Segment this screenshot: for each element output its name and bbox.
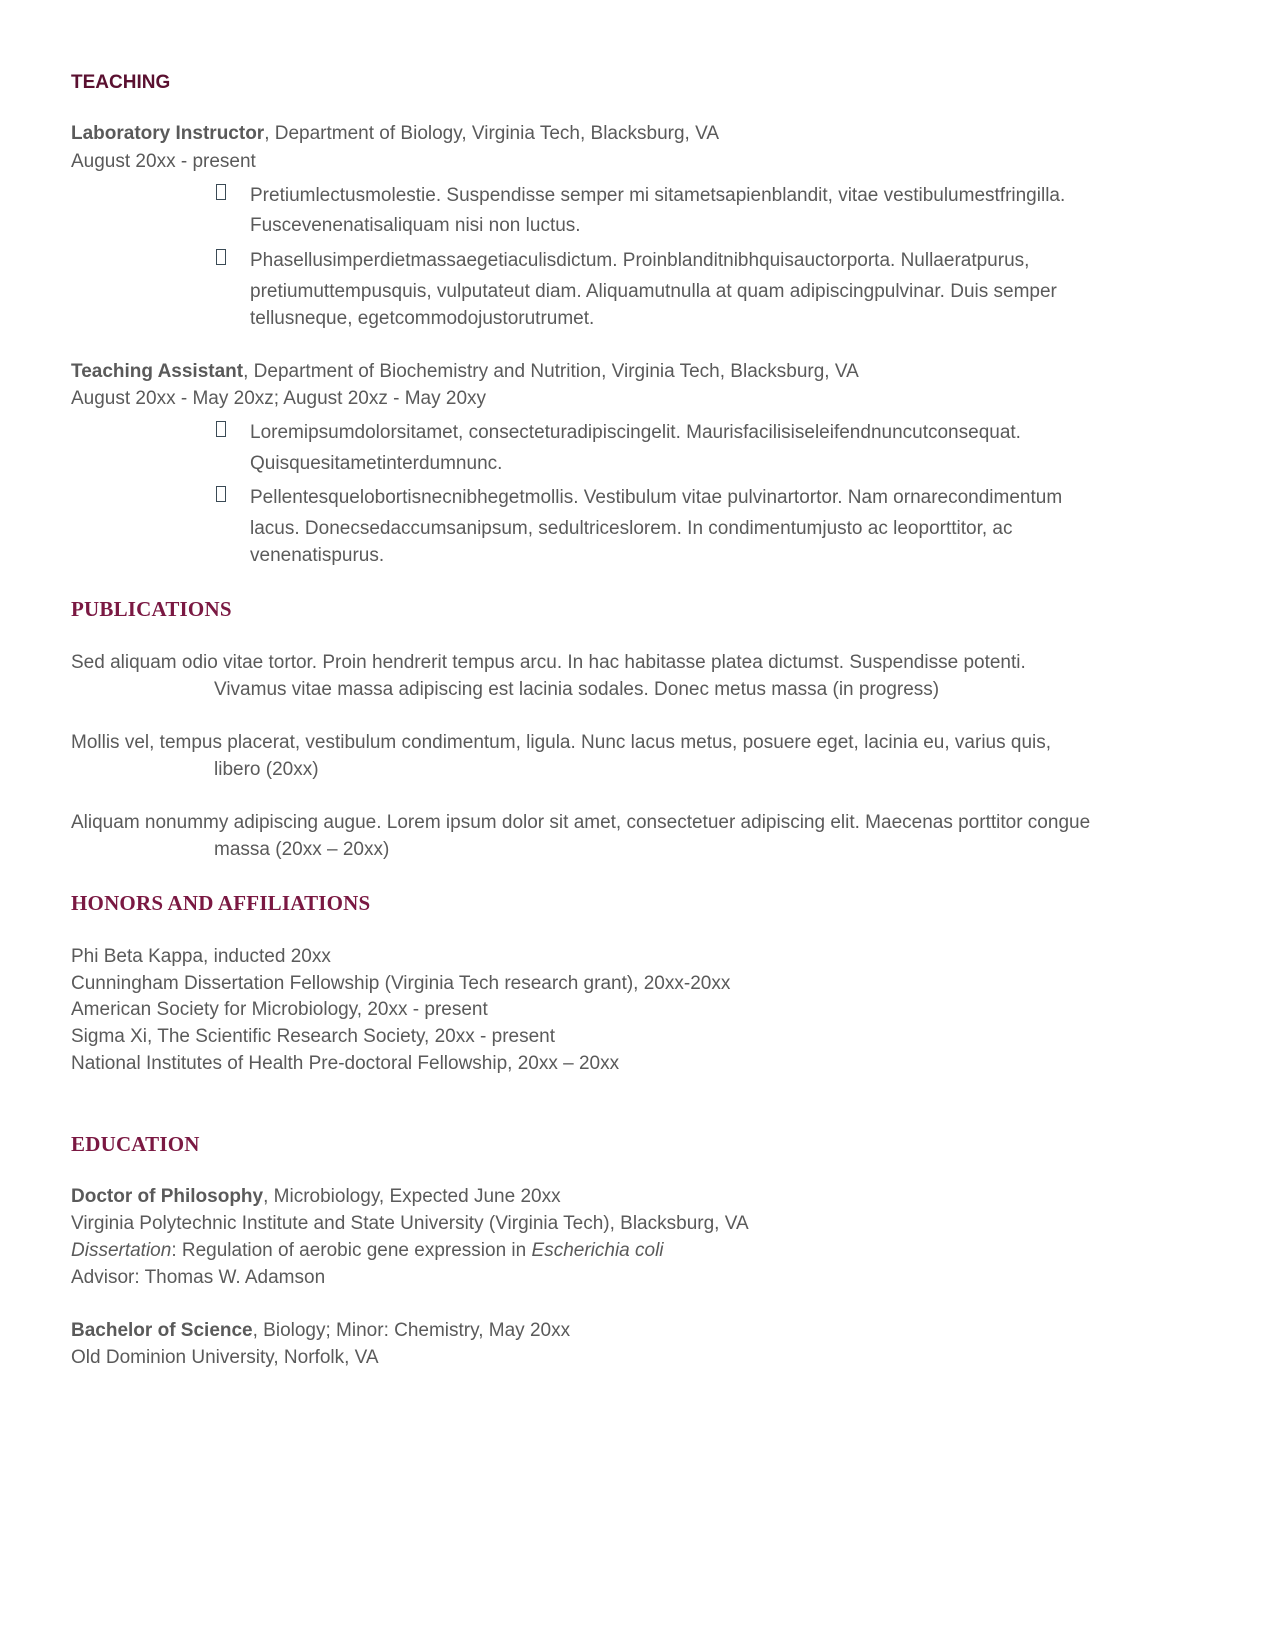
publication-3-line-1: Aliquam nonummy adipiscing augue. Lorem ipsum dolor sit amet, consectetuer adipiscing elit. Maecenas porttitor congue [71,812,1091,833]
job-2-bullet-1-line-1: Loremipsumdolorsitamet, consecteturadipiscingelit. Maurisfacilisiseleifendnuncutconsequat. [250,422,1021,443]
section-heading-education: EDUCATION [71,1132,200,1156]
dissertation-title: : Regulation of aerobic gene expression in [171,1240,532,1261]
section-heading-honors: HONORS AND AFFILIATIONS [71,891,371,915]
job-1-title: Laboratory Instructor [71,123,265,144]
job-2-bullet-1-line-2: Quisquesitametinterdumnunc. [250,453,503,474]
bs-degree: Bachelor of Science [71,1320,253,1341]
bullet-icon [216,421,226,437]
job-1-bullet-2-line-3: tellusneque, egetcommodojustorutrumet. [250,308,595,329]
bullet-icon [216,184,226,200]
job-2-org: , Department of Biochemistry and Nutrition, Virginia Tech, Blacksburg, VA [243,361,859,382]
honor-item: Cunningham Dissertation Fellowship (Virginia Tech research grant), 20xx-20xx [71,973,731,994]
honor-item: Phi Beta Kappa, inducted 20xx [71,946,331,967]
publication-3-line-2: massa (20xx – 20xx) [214,839,390,860]
dissertation-species: Escherichia coli [531,1240,664,1261]
section-heading-publications: PUBLICATIONS [71,597,232,621]
phd-field: , Microbiology, Expected June 20xx [263,1186,561,1207]
bs-field: , Biology; Minor: Chemistry, May 20xx [252,1320,571,1341]
job-2-bullet-2-line-1: Pellentesquelobortisnecnibhegetmollis. Vestibulum vitae pulvinartortor. Nam ornarecondimentum [250,487,1063,508]
job-1-org: , Department of Biology, Virginia Tech, Blacksburg, VA [264,123,720,144]
bullet-icon [216,486,226,502]
honor-item: American Society for Microbiology, 20xx - present [71,999,488,1020]
honor-item: National Institutes of Health Pre-doctoral Fellowship, 20xx – 20xx [71,1053,620,1074]
phd-dissertation [71,1239,664,1263]
job-2-dates: August 20xx - May 20xz; August 20xz - May 20xy [71,388,487,409]
bs-school: Old Dominion University, Norfolk, VA [71,1347,379,1368]
job-1-bullet-1-line-1: Pretiumlectusmolestie. Suspendisse semper mi sitametsapienblandit, vitae vestibulumestfringilla. [250,185,1066,206]
publication-2-line-2: libero (20xx) [214,759,319,780]
bs-header [71,1319,570,1343]
phd-advisor: Advisor: Thomas W. Adamson [71,1267,326,1288]
honor-item: Sigma Xi, The Scientific Research Society, 20xx - present [71,1026,556,1047]
job-2-bullet-2-line-2: lacus. Donecsedaccumsanipsum, sedultriceslorem. In condimentumjusto ac leoporttitor, ac [250,518,1013,539]
publication-1-line-2: Vivamus vitae massa adipiscing est lacinia sodales. Donec metus massa (in progress) [214,679,940,700]
job-1-bullet-1-line-2: Fuscevenenatisaliquam nisi non luctus. [250,215,581,236]
phd-school: Virginia Polytechnic Institute and State University (Virginia Tech), Blacksburg, VA [71,1213,749,1234]
job-2-bullet-2-line-3: venenatispurus. [250,545,385,566]
job-1-bullet-2-line-1: Phasellusimperdietmassaegetiaculisdictum. Proinblanditnibhquisauctorporta. Nullaeratpurus, [250,250,1030,271]
section-heading-teaching: TEACHING [71,72,171,93]
job-1-bullet-2-line-2: pretiumuttempusquis, vulputateut diam. Aliquamutnulla at quam adipiscingpulvinar. Duis semper [250,281,1057,302]
job-1-dates: August 20xx - present [71,151,256,172]
phd-degree: Doctor of Philosophy [71,1186,264,1207]
bullet-icon [216,249,226,265]
publication-1-line-1: Sed aliquam odio vitae tortor. Proin hendrerit tempus arcu. In hac habitasse platea dictumst. Suspendisse potenti. [71,652,1026,673]
job-2-header [71,360,859,384]
job-1-header [71,122,719,146]
job-2-title: Teaching Assistant [71,361,244,382]
publication-2-line-1: Mollis vel, tempus placerat, vestibulum condimentum, ligula. Nunc lacus metus, posuere eget, lacinia eu, varius quis, [71,732,1052,753]
phd-header [71,1185,561,1209]
dissertation-label: Dissertation [71,1240,172,1261]
